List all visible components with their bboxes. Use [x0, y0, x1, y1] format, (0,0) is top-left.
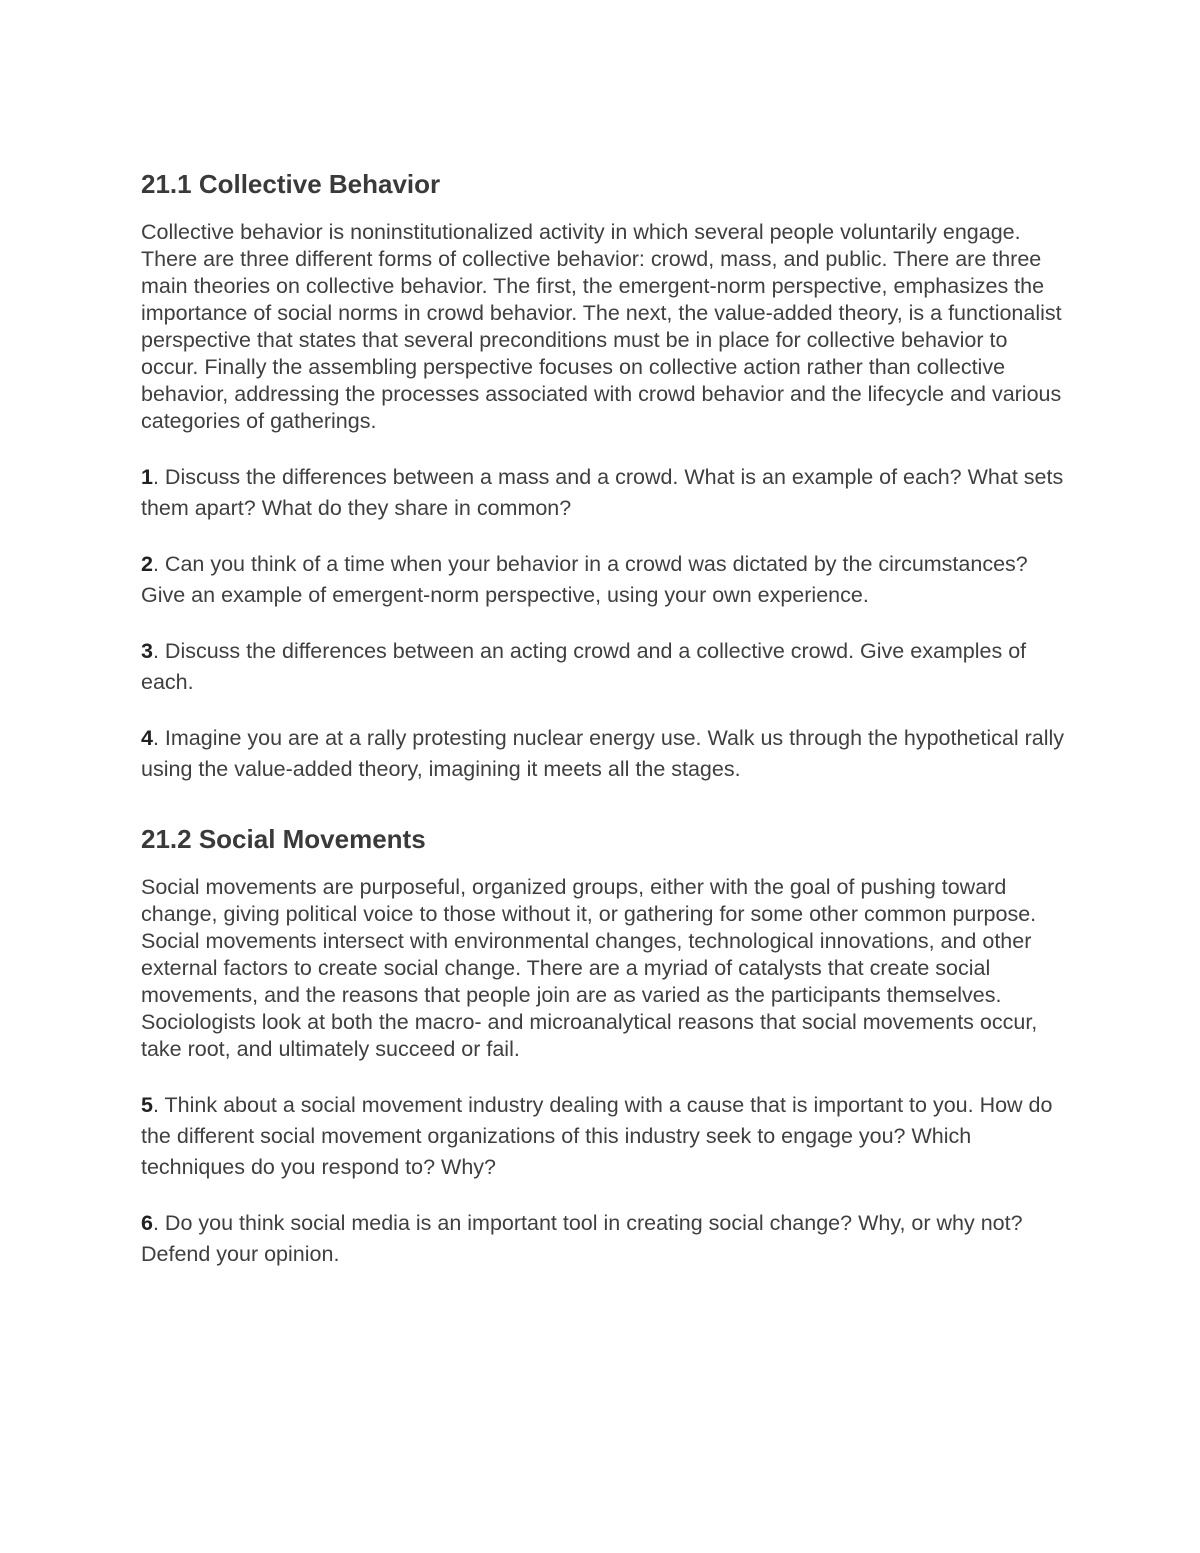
question-number: 3 — [141, 639, 153, 663]
question-item — [141, 549, 1066, 611]
question-item — [141, 1090, 1066, 1183]
question-text: . Imagine you are at a rally protesting nuclear energy use. Walk us through the hypothetical rally using the value-added theory, imagining it meets all the stages. — [141, 726, 1065, 781]
question-item — [141, 462, 1066, 524]
question-item — [141, 636, 1066, 698]
question-number: 2 — [141, 552, 153, 576]
question-item — [141, 1208, 1066, 1270]
question-text: . Think about a social movement industry dealing with a cause that is important to you. How do the different social movement organizations of this industry seek to engage you? Which techniques do you respond to? Why? — [141, 1093, 1053, 1179]
question-number: 5 — [141, 1093, 153, 1117]
section-title: 21.1 Collective Behavior — [141, 169, 441, 199]
document-page — [141, 166, 1066, 1270]
question-text: . Discuss the differences between an acting crowd and a collective crowd. Give examples of each. — [141, 639, 1027, 694]
section-title: 21.2 Social Movements — [141, 824, 426, 854]
question-text: . Do you think social media is an important tool in creating social change? Why, or why not? Defend your opinion. — [141, 1211, 1023, 1266]
question-number: 6 — [141, 1211, 153, 1235]
section-summary: Social movements are purposeful, organized groups, either with the goal of pushing toward change, giving political voice to those without it, or gathering for some other common purpose. Social movements intersect with environmental changes, technological innovations, and other external factors to create social change. There are a myriad of catalysts that create social movements, and the reasons that people join are as varied as the participants themselves. Sociologists look at both the macro- and microanalytical reasons that social movements occur, take root, and ultimately succeed or fail. — [141, 875, 1038, 1061]
section-social-movements — [141, 821, 1066, 1270]
question-item — [141, 723, 1066, 785]
section-summary: Collective behavior is noninstitutionalized activity in which several people voluntarily engage. There are three different forms of collective behavior: crowd, mass, and public. There are three main theories on collective behavior. The first, the emergent-norm perspective, emphasizes the importance of social norms in crowd behavior. The next, the value-added theory, is a functionalist perspective that states that several preconditions must be in place for collective behavior to occur. Finally the assembling perspective focuses on collective action rather than collective behavior, addressing the processes associated with crowd behavior and the lifecycle and various categories of gatherings. — [141, 220, 1062, 433]
question-text: . Discuss the differences between a mass and a crowd. What is an example of each? What sets them apart? What do they share in common? — [141, 465, 1064, 520]
question-text: . Can you think of a time when your behavior in a crowd was dictated by the circumstances? Give an example of emergent-norm perspective, using your own experience. — [141, 552, 1028, 607]
question-number: 1 — [141, 465, 153, 489]
question-number: 4 — [141, 726, 153, 750]
section-collective-behavior — [141, 166, 1066, 785]
